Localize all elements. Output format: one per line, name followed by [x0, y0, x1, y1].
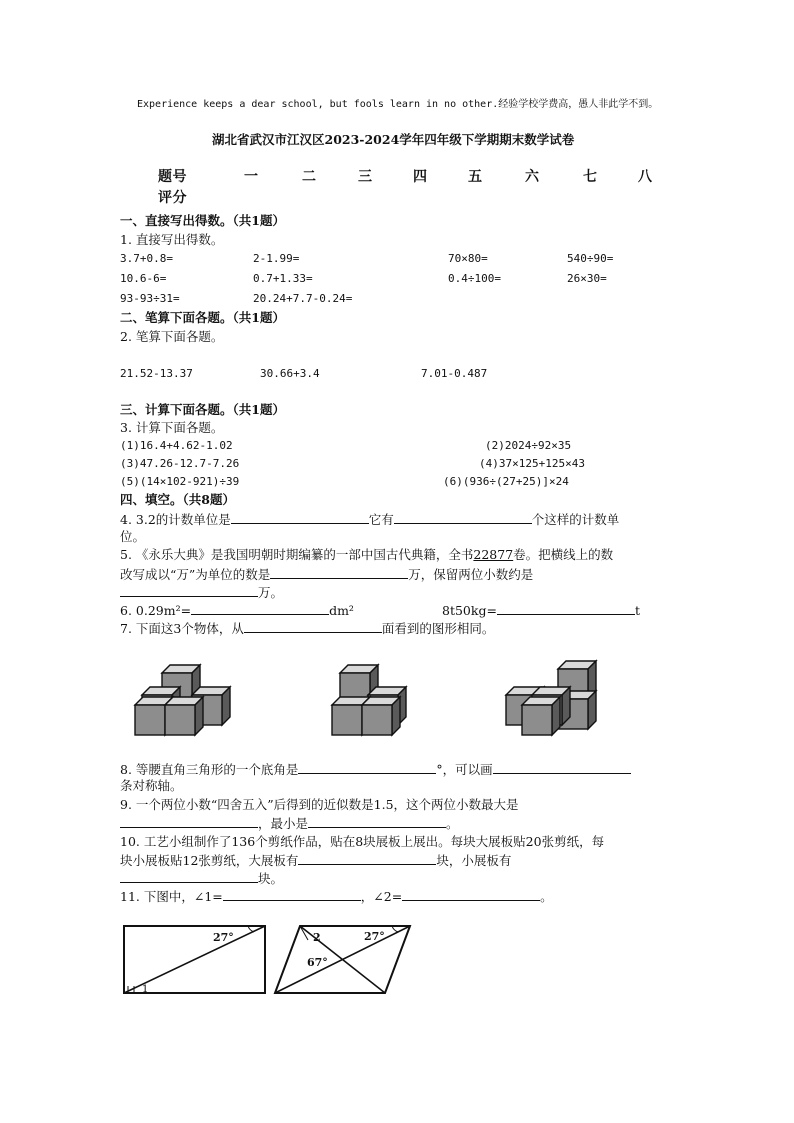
q5-text-d: 万，保留两位小数约是: [408, 567, 534, 582]
q5-line-2: [120, 566, 533, 582]
angle-figures: [120, 922, 420, 997]
q10-line-3: [120, 870, 283, 886]
q5-blank-1[interactable]: [270, 566, 408, 579]
q7-line: [120, 620, 494, 636]
q11-line: [120, 888, 553, 904]
q3-item: (6)(936÷(27+25)]×24: [443, 475, 569, 488]
q9-blank-1[interactable]: [120, 815, 258, 828]
q5-blank-2[interactable]: [120, 584, 258, 597]
q10-text-b: 块小展板贴12张剪纸，大展板有: [120, 853, 299, 868]
q10-line-2: [120, 852, 511, 868]
q1-item: 20.24+7.7-0.24=: [253, 292, 353, 305]
q5-text-c: 改写成以“万”为单位的数是: [120, 567, 271, 582]
score-row-label-score: 评分: [158, 190, 187, 206]
q5-line-1: [120, 547, 613, 562]
q8-text-b: °，可以画: [436, 762, 493, 777]
q5-number: 22877: [473, 547, 514, 562]
q2-item: 21.52-13.37: [120, 367, 193, 380]
q10-text-a: 10. 工艺小组制作了136个剪纸作品，贴在8块展板上展出。每块大展板贴20张剪纸，每: [120, 834, 605, 849]
q7-text-a: 7. 下面这3个物体，从: [120, 621, 244, 636]
q2-item: 7.01-0.487: [421, 367, 488, 380]
q11-text-a: 11. 下图中，∠1=: [120, 889, 223, 904]
q4-blank-1[interactable]: [231, 511, 369, 524]
q2-prompt: 2. 笔算下面各题。: [120, 329, 224, 344]
q4-text-a: 4. 3.2的计数单位是: [120, 512, 231, 527]
section-4-heading: 四、填空。（共8题）: [120, 492, 235, 507]
q8-text-a: 8. 等腰直角三角形的一个底角是: [120, 762, 299, 777]
q6-text-c: 8t50kg=: [442, 603, 497, 618]
q10-text-d: 块。: [258, 871, 284, 886]
q8-blank-2[interactable]: [493, 761, 631, 774]
cube-object-3: [506, 661, 596, 735]
score-col-2: 二: [302, 169, 317, 185]
q6-text-d: t: [634, 603, 640, 618]
score-col-7: 七: [583, 169, 598, 185]
q1-item: 540÷90=: [567, 252, 614, 265]
q5-text-e: 万。: [258, 585, 284, 600]
rectangle-figure: [124, 926, 265, 993]
header-quote: Experience keeps a dear school, but fools learn in no other.经验学校学费高，愚人非此学不到。: [137, 99, 659, 110]
score-col-1: 一: [244, 169, 259, 185]
q5-text-b: 卷。把横线上的数: [513, 547, 614, 562]
q10-blank-2[interactable]: [120, 870, 258, 883]
q9-text-a: 9. 一个两位小数“四舍五入”后得到的近似数是1.5，这个两位小数最大是: [120, 797, 519, 812]
q4-text-c: 个这样的计数单: [531, 512, 620, 527]
q1-prompt: 1. 直接写出得数。: [120, 232, 224, 247]
q1-item: 70×80=: [448, 252, 488, 265]
q9-line-2: [120, 815, 459, 831]
angle-1-label: 1: [142, 984, 149, 995]
q8-text-c: 条对称轴。: [120, 778, 183, 793]
q9-text-c: 。: [446, 816, 459, 831]
q3-prompt: 3. 计算下面各题。: [120, 420, 224, 435]
angle-67-label: 67°: [307, 956, 328, 969]
q11-blank-1[interactable]: [223, 888, 361, 901]
angle-2-label: 2: [313, 931, 321, 944]
cube-object-1: [135, 665, 230, 735]
q7-text-b: 面看到的图形相同。: [381, 621, 495, 636]
q3-item: (3)47.26-12.7-7.26: [120, 457, 240, 470]
score-col-3: 三: [358, 169, 373, 185]
q11-blank-2[interactable]: [402, 888, 540, 901]
cube-object-2: [332, 665, 406, 735]
q1-item: 10.6-6=: [120, 272, 167, 285]
q4-text-d: 位。: [120, 529, 146, 544]
q1-item: 0.4÷100=: [448, 272, 501, 285]
q6-blank-2[interactable]: [497, 602, 635, 615]
q10-blank-1[interactable]: [298, 852, 436, 865]
q3-item: (1)16.4+4.62-1.02: [120, 439, 233, 452]
q7-blank[interactable]: [244, 620, 382, 633]
cube-figures: [110, 645, 680, 745]
section-2-heading: 二、笔算下面各题。（共1题）: [120, 310, 285, 325]
q3-item: (5)(14×102-921)÷39: [120, 475, 240, 488]
parallelogram-figure: [275, 926, 410, 993]
q10-text-c: 块，小展板有: [436, 853, 512, 868]
q3-item: (4)37×125+125×43: [479, 457, 585, 470]
q5-line-3: [120, 584, 283, 600]
q6-blank-1[interactable]: [191, 602, 329, 615]
q8-line: [120, 761, 631, 777]
section-3-heading: 三、计算下面各题。（共1题）: [120, 402, 285, 417]
q1-item: 93-93÷31=: [120, 292, 180, 305]
q4-blank-2[interactable]: [394, 511, 532, 524]
q9-text-b: ，最小是: [258, 816, 309, 831]
q6-line: [120, 602, 354, 618]
q6-text-a: 6. 0.29m²=: [120, 603, 192, 618]
q3-item: (2)2024÷92×35: [485, 439, 572, 452]
score-col-6: 六: [525, 169, 540, 185]
q11-text-c: 。: [540, 889, 553, 904]
q1-item: 2-1.99=: [253, 252, 300, 265]
page-title: 湖北省武汉市江汉区2023-2024学年四年级下学期期末数学试卷: [212, 132, 575, 147]
score-row-label-number: 题号: [158, 169, 187, 185]
q4-line-1: [120, 511, 619, 527]
q5-text-a: 5. 《永乐大典》是我国明朝时期编纂的一部中国古代典籍，全书: [120, 547, 474, 562]
section-1-heading: 一、直接写出得数。（共1题）: [120, 213, 285, 228]
angle-27-label-b: 27°: [364, 930, 385, 943]
score-col-4: 四: [413, 169, 428, 185]
q6-text-b: dm²: [329, 603, 354, 618]
score-col-5: 五: [468, 169, 483, 185]
q1-item: 26×30=: [567, 272, 607, 285]
q8-blank-1[interactable]: [298, 761, 436, 774]
q4-text-b: 它有: [368, 512, 394, 527]
q6-line-b: [442, 602, 640, 618]
score-col-8: 八: [638, 169, 653, 185]
q2-item: 30.66+3.4: [260, 367, 320, 380]
angle-27-label-a: 27°: [213, 931, 234, 944]
q9-blank-2[interactable]: [308, 815, 446, 828]
q11-text-b: ，∠2=: [360, 889, 403, 904]
q1-item: 3.7+0.8=: [120, 252, 173, 265]
q1-item: 0.7+1.33=: [253, 272, 313, 285]
